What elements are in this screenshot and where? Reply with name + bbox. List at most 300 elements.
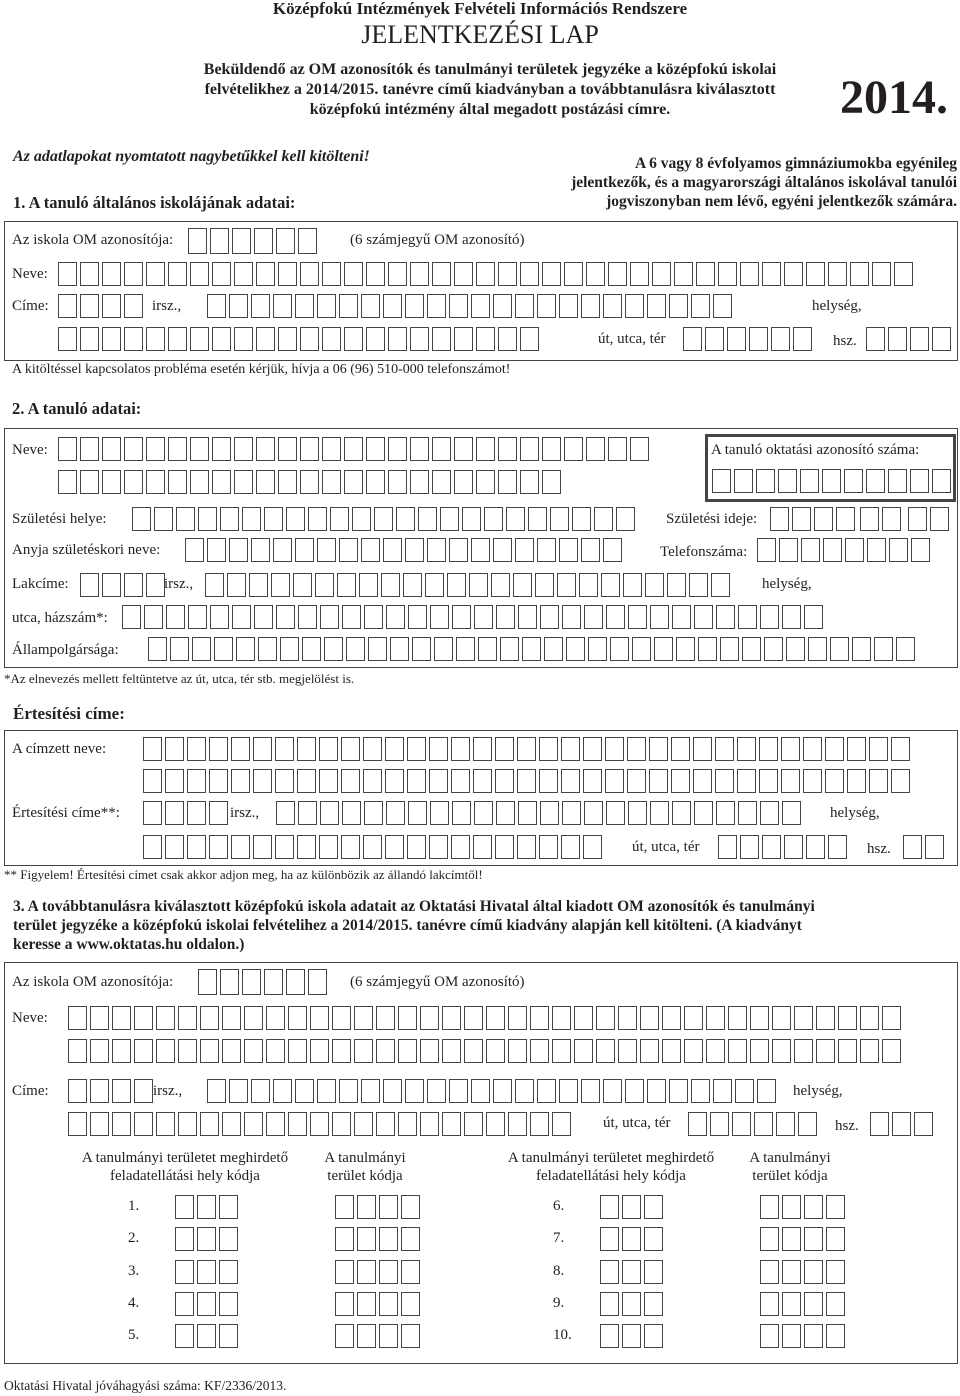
character-box[interactable] xyxy=(229,294,248,318)
character-box[interactable] xyxy=(319,769,338,793)
mother-name-boxes[interactable] xyxy=(185,538,622,562)
character-box[interactable] xyxy=(124,262,143,286)
character-box[interactable] xyxy=(649,737,668,761)
character-box[interactable] xyxy=(361,538,380,562)
character-box[interactable] xyxy=(146,262,165,286)
character-box[interactable] xyxy=(210,228,229,254)
character-box[interactable] xyxy=(451,835,470,859)
choice-area-code-boxes[interactable] xyxy=(335,1227,420,1251)
character-box[interactable] xyxy=(231,737,250,761)
character-box[interactable] xyxy=(231,769,250,793)
choice-site-code-boxes[interactable] xyxy=(600,1227,663,1251)
character-box[interactable] xyxy=(359,573,378,597)
character-box[interactable] xyxy=(627,737,646,761)
birthdate-day-boxes[interactable] xyxy=(908,507,949,531)
character-box[interactable] xyxy=(586,437,605,461)
character-box[interactable] xyxy=(762,835,781,859)
character-box[interactable] xyxy=(165,801,184,825)
character-box[interactable] xyxy=(867,538,886,562)
character-box[interactable] xyxy=(528,507,547,531)
birthdate-month-boxes[interactable] xyxy=(860,507,901,531)
character-box[interactable] xyxy=(341,835,360,859)
character-box[interactable] xyxy=(557,573,576,597)
character-box[interactable] xyxy=(464,1112,483,1136)
character-box[interactable] xyxy=(175,1292,194,1316)
character-box[interactable] xyxy=(286,969,305,995)
character-box[interactable] xyxy=(175,1195,194,1219)
character-box[interactable] xyxy=(344,470,363,494)
character-box[interactable] xyxy=(498,470,517,494)
character-box[interactable] xyxy=(192,637,211,661)
character-box[interactable] xyxy=(197,1260,216,1284)
character-box[interactable] xyxy=(894,262,913,286)
character-box[interactable] xyxy=(376,1039,395,1063)
character-box[interactable] xyxy=(102,573,121,597)
character-box[interactable] xyxy=(288,1039,307,1063)
character-box[interactable] xyxy=(882,1006,901,1030)
character-box[interactable] xyxy=(644,1292,663,1316)
character-box[interactable] xyxy=(344,262,363,286)
character-box[interactable] xyxy=(132,507,151,531)
character-box[interactable] xyxy=(640,1039,659,1063)
character-box[interactable] xyxy=(540,605,559,629)
character-box[interactable] xyxy=(706,1006,725,1030)
character-box[interactable] xyxy=(80,294,99,318)
character-box[interactable] xyxy=(845,538,864,562)
character-box[interactable] xyxy=(407,769,426,793)
character-box[interactable] xyxy=(442,1112,461,1136)
character-box[interactable] xyxy=(383,538,402,562)
character-box[interactable] xyxy=(339,1079,358,1103)
character-box[interactable] xyxy=(826,1292,845,1316)
character-box[interactable] xyxy=(376,1006,395,1030)
character-box[interactable] xyxy=(493,294,512,318)
character-box[interactable] xyxy=(473,769,492,793)
character-box[interactable] xyxy=(198,969,217,995)
character-box[interactable] xyxy=(584,801,603,825)
birthplace-boxes[interactable] xyxy=(132,507,635,531)
character-box[interactable] xyxy=(823,538,842,562)
character-box[interactable] xyxy=(364,605,383,629)
character-box[interactable] xyxy=(134,1112,153,1136)
character-box[interactable] xyxy=(197,1292,216,1316)
character-box[interactable] xyxy=(860,1006,879,1030)
character-box[interactable] xyxy=(669,294,688,318)
choice-site-code-boxes[interactable] xyxy=(600,1292,663,1316)
character-box[interactable] xyxy=(190,262,209,286)
character-box[interactable] xyxy=(58,327,77,351)
character-box[interactable] xyxy=(232,228,251,254)
character-box[interactable] xyxy=(816,1039,835,1063)
character-box[interactable] xyxy=(234,437,253,461)
character-box[interactable] xyxy=(234,262,253,286)
phone-boxes[interactable] xyxy=(757,538,930,562)
character-box[interactable] xyxy=(231,835,250,859)
character-box[interactable] xyxy=(222,1112,241,1136)
character-box[interactable] xyxy=(908,507,927,531)
character-box[interactable] xyxy=(716,605,735,629)
character-box[interactable] xyxy=(175,1260,194,1284)
character-box[interactable] xyxy=(804,1324,823,1348)
character-box[interactable] xyxy=(672,801,691,825)
character-box[interactable] xyxy=(278,437,297,461)
character-box[interactable] xyxy=(572,507,591,531)
character-box[interactable] xyxy=(403,573,422,597)
character-box[interactable] xyxy=(188,605,207,629)
choice-site-code-boxes[interactable] xyxy=(600,1324,663,1348)
character-box[interactable] xyxy=(770,507,789,531)
character-box[interactable] xyxy=(451,769,470,793)
character-box[interactable] xyxy=(550,507,569,531)
character-box[interactable] xyxy=(244,1039,263,1063)
character-box[interactable] xyxy=(449,1079,468,1103)
character-box[interactable] xyxy=(398,1006,417,1030)
character-box[interactable] xyxy=(363,737,382,761)
character-box[interactable] xyxy=(361,1079,380,1103)
character-box[interactable] xyxy=(427,538,446,562)
character-box[interactable] xyxy=(317,538,336,562)
character-box[interactable] xyxy=(508,1112,527,1136)
section3-om-boxes[interactable] xyxy=(198,969,327,995)
character-box[interactable] xyxy=(254,228,273,254)
character-box[interactable] xyxy=(622,1324,641,1348)
character-box[interactable] xyxy=(800,469,819,493)
character-box[interactable] xyxy=(229,1079,248,1103)
character-box[interactable] xyxy=(407,835,426,859)
character-box[interactable] xyxy=(187,801,206,825)
character-box[interactable] xyxy=(632,637,651,661)
character-box[interactable] xyxy=(357,1227,376,1251)
character-box[interactable] xyxy=(352,507,371,531)
character-box[interactable] xyxy=(647,294,666,318)
character-box[interactable] xyxy=(146,470,165,494)
character-box[interactable] xyxy=(298,228,317,254)
notification-zip-boxes[interactable] xyxy=(143,801,228,825)
character-box[interactable] xyxy=(930,507,949,531)
character-box[interactable] xyxy=(451,737,470,761)
character-box[interactable] xyxy=(452,605,471,629)
character-box[interactable] xyxy=(90,1079,109,1103)
character-box[interactable] xyxy=(297,737,316,761)
character-box[interactable] xyxy=(603,538,622,562)
character-box[interactable] xyxy=(650,605,669,629)
character-box[interactable] xyxy=(385,769,404,793)
character-box[interactable] xyxy=(552,1112,571,1136)
character-box[interactable] xyxy=(495,835,514,859)
character-box[interactable] xyxy=(654,637,673,661)
character-box[interactable] xyxy=(750,1039,769,1063)
character-box[interactable] xyxy=(749,327,768,351)
character-box[interactable] xyxy=(168,470,187,494)
character-box[interactable] xyxy=(816,1006,835,1030)
character-box[interactable] xyxy=(266,1112,285,1136)
character-box[interactable] xyxy=(102,327,121,351)
character-box[interactable] xyxy=(273,1079,292,1103)
character-box[interactable] xyxy=(165,769,184,793)
character-box[interactable] xyxy=(537,294,556,318)
character-box[interactable] xyxy=(148,637,167,661)
character-box[interactable] xyxy=(601,573,620,597)
character-box[interactable] xyxy=(650,801,669,825)
character-box[interactable] xyxy=(200,1006,219,1030)
student-id-boxes[interactable] xyxy=(712,469,951,493)
character-box[interactable] xyxy=(363,769,382,793)
character-box[interactable] xyxy=(168,327,187,351)
section1-house-boxes[interactable] xyxy=(866,327,951,351)
character-box[interactable] xyxy=(706,1039,725,1063)
character-box[interactable] xyxy=(197,1324,216,1348)
character-box[interactable] xyxy=(300,470,319,494)
character-box[interactable] xyxy=(735,1079,754,1103)
character-box[interactable] xyxy=(756,469,775,493)
character-box[interactable] xyxy=(242,969,261,995)
character-box[interactable] xyxy=(914,1112,933,1136)
character-box[interactable] xyxy=(600,1292,619,1316)
addressee-boxes-2[interactable] xyxy=(143,769,910,793)
character-box[interactable] xyxy=(715,769,734,793)
character-box[interactable] xyxy=(552,1039,571,1063)
character-box[interactable] xyxy=(860,507,879,531)
character-box[interactable] xyxy=(562,801,581,825)
character-box[interactable] xyxy=(760,1292,779,1316)
character-box[interactable] xyxy=(838,1006,857,1030)
character-box[interactable] xyxy=(644,1260,663,1284)
character-box[interactable] xyxy=(197,1195,216,1219)
character-box[interactable] xyxy=(68,1079,87,1103)
character-box[interactable] xyxy=(102,262,121,286)
character-box[interactable] xyxy=(870,1112,889,1136)
character-box[interactable] xyxy=(379,1195,398,1219)
character-box[interactable] xyxy=(672,605,691,629)
character-box[interactable] xyxy=(388,327,407,351)
section1-zip-boxes[interactable] xyxy=(58,294,143,318)
character-box[interactable] xyxy=(759,737,778,761)
character-box[interactable] xyxy=(432,327,451,351)
character-box[interactable] xyxy=(170,637,189,661)
character-box[interactable] xyxy=(420,1112,439,1136)
character-box[interactable] xyxy=(385,835,404,859)
character-box[interactable] xyxy=(691,294,710,318)
character-box[interactable] xyxy=(278,262,297,286)
character-box[interactable] xyxy=(508,1006,527,1030)
character-box[interactable] xyxy=(671,737,690,761)
character-box[interactable] xyxy=(903,835,922,859)
character-box[interactable] xyxy=(253,737,272,761)
character-box[interactable] xyxy=(493,1079,512,1103)
character-box[interactable] xyxy=(165,737,184,761)
character-box[interactable] xyxy=(583,769,602,793)
character-box[interactable] xyxy=(826,1195,845,1219)
character-box[interactable] xyxy=(68,1006,87,1030)
character-box[interactable] xyxy=(322,470,341,494)
character-box[interactable] xyxy=(205,573,224,597)
character-box[interactable] xyxy=(671,769,690,793)
character-box[interactable] xyxy=(537,1079,556,1103)
character-box[interactable] xyxy=(188,228,207,254)
character-box[interactable] xyxy=(124,470,143,494)
character-box[interactable] xyxy=(330,507,349,531)
character-box[interactable] xyxy=(190,470,209,494)
character-box[interactable] xyxy=(784,262,803,286)
character-box[interactable] xyxy=(276,801,295,825)
character-box[interactable] xyxy=(793,327,812,351)
character-box[interactable] xyxy=(540,801,559,825)
character-box[interactable] xyxy=(649,769,668,793)
character-box[interactable] xyxy=(742,637,761,661)
choice-area-code-boxes[interactable] xyxy=(760,1324,845,1348)
character-box[interactable] xyxy=(401,1195,420,1219)
character-box[interactable] xyxy=(236,637,255,661)
character-box[interactable] xyxy=(474,801,493,825)
character-box[interactable] xyxy=(454,262,473,286)
character-box[interactable] xyxy=(779,538,798,562)
character-box[interactable] xyxy=(517,835,536,859)
character-box[interactable] xyxy=(134,1039,153,1063)
character-box[interactable] xyxy=(385,737,404,761)
character-box[interactable] xyxy=(80,470,99,494)
character-box[interactable] xyxy=(335,1227,354,1251)
character-box[interactable] xyxy=(782,1260,801,1284)
character-box[interactable] xyxy=(286,507,305,531)
character-box[interactable] xyxy=(242,507,261,531)
character-box[interactable] xyxy=(781,737,800,761)
character-box[interactable] xyxy=(530,1112,549,1136)
character-box[interactable] xyxy=(693,737,712,761)
character-box[interactable] xyxy=(251,538,270,562)
character-box[interactable] xyxy=(278,327,297,351)
character-box[interactable] xyxy=(782,605,801,629)
character-box[interactable] xyxy=(622,1292,641,1316)
character-box[interactable] xyxy=(320,605,339,629)
character-box[interactable] xyxy=(275,737,294,761)
character-box[interactable] xyxy=(740,262,759,286)
character-box[interactable] xyxy=(144,605,163,629)
character-box[interactable] xyxy=(520,327,539,351)
character-box[interactable] xyxy=(401,1260,420,1284)
character-box[interactable] xyxy=(518,801,537,825)
character-box[interactable] xyxy=(740,835,759,859)
character-box[interactable] xyxy=(574,1039,593,1063)
character-box[interactable] xyxy=(219,1324,238,1348)
section3-city-boxes[interactable] xyxy=(207,1079,776,1103)
character-box[interactable] xyxy=(207,1079,226,1103)
character-box[interactable] xyxy=(222,1006,241,1030)
character-box[interactable] xyxy=(219,1292,238,1316)
character-box[interactable] xyxy=(124,437,143,461)
character-box[interactable] xyxy=(346,637,365,661)
character-box[interactable] xyxy=(806,835,825,859)
character-box[interactable] xyxy=(539,835,558,859)
character-box[interactable] xyxy=(295,538,314,562)
character-box[interactable] xyxy=(401,1324,420,1348)
character-box[interactable] xyxy=(401,1227,420,1251)
character-box[interactable] xyxy=(368,637,387,661)
character-box[interactable] xyxy=(249,573,268,597)
character-box[interactable] xyxy=(80,573,99,597)
character-box[interactable] xyxy=(310,1112,329,1136)
character-box[interactable] xyxy=(491,573,510,597)
character-box[interactable] xyxy=(449,294,468,318)
character-box[interactable] xyxy=(297,835,316,859)
character-box[interactable] xyxy=(508,1039,527,1063)
character-box[interactable] xyxy=(276,228,295,254)
character-box[interactable] xyxy=(662,1006,681,1030)
character-box[interactable] xyxy=(925,835,944,859)
character-box[interactable] xyxy=(80,437,99,461)
character-box[interactable] xyxy=(600,1324,619,1348)
character-box[interactable] xyxy=(760,1227,779,1251)
choice-area-code-boxes[interactable] xyxy=(760,1260,845,1284)
character-box[interactable] xyxy=(847,737,866,761)
character-box[interactable] xyxy=(737,737,756,761)
character-box[interactable] xyxy=(220,507,239,531)
character-box[interactable] xyxy=(251,294,270,318)
character-box[interactable] xyxy=(357,1292,376,1316)
character-box[interactable] xyxy=(600,1195,619,1219)
character-box[interactable] xyxy=(712,469,731,493)
character-box[interactable] xyxy=(300,437,319,461)
character-box[interactable] xyxy=(209,737,228,761)
character-box[interactable] xyxy=(124,294,143,318)
character-box[interactable] xyxy=(828,835,847,859)
character-box[interactable] xyxy=(806,262,825,286)
character-box[interactable] xyxy=(889,538,908,562)
character-box[interactable] xyxy=(374,507,393,531)
character-box[interactable] xyxy=(357,1260,376,1284)
character-box[interactable] xyxy=(564,262,583,286)
character-box[interactable] xyxy=(156,1039,175,1063)
character-box[interactable] xyxy=(256,262,275,286)
character-box[interactable] xyxy=(220,969,239,995)
birthdate-year-boxes[interactable] xyxy=(770,507,855,531)
character-box[interactable] xyxy=(473,737,492,761)
character-box[interactable] xyxy=(405,1079,424,1103)
character-box[interactable] xyxy=(542,470,561,494)
character-box[interactable] xyxy=(134,1079,153,1103)
character-box[interactable] xyxy=(58,262,77,286)
character-box[interactable] xyxy=(562,605,581,629)
character-box[interactable] xyxy=(462,507,481,531)
character-box[interactable] xyxy=(618,1006,637,1030)
character-box[interactable] xyxy=(718,262,737,286)
character-box[interactable] xyxy=(674,262,693,286)
choice-area-code-boxes[interactable] xyxy=(760,1227,845,1251)
section1-city-boxes[interactable] xyxy=(207,294,732,318)
character-box[interactable] xyxy=(342,801,361,825)
character-box[interactable] xyxy=(464,1006,483,1030)
character-box[interactable] xyxy=(689,573,708,597)
section1-street-type-boxes[interactable] xyxy=(683,327,812,351)
character-box[interactable] xyxy=(275,835,294,859)
character-box[interactable] xyxy=(838,1039,857,1063)
character-box[interactable] xyxy=(478,637,497,661)
character-box[interactable] xyxy=(376,1112,395,1136)
character-box[interactable] xyxy=(408,801,427,825)
character-box[interactable] xyxy=(738,801,757,825)
character-box[interactable] xyxy=(471,538,490,562)
character-box[interactable] xyxy=(298,605,317,629)
character-box[interactable] xyxy=(764,637,783,661)
character-box[interactable] xyxy=(513,573,532,597)
character-box[interactable] xyxy=(559,1079,578,1103)
character-box[interactable] xyxy=(232,605,251,629)
character-box[interactable] xyxy=(227,573,246,597)
character-box[interactable] xyxy=(366,470,385,494)
character-box[interactable] xyxy=(830,637,849,661)
character-box[interactable] xyxy=(90,1112,109,1136)
character-box[interactable] xyxy=(361,294,380,318)
character-box[interactable] xyxy=(335,1292,354,1316)
